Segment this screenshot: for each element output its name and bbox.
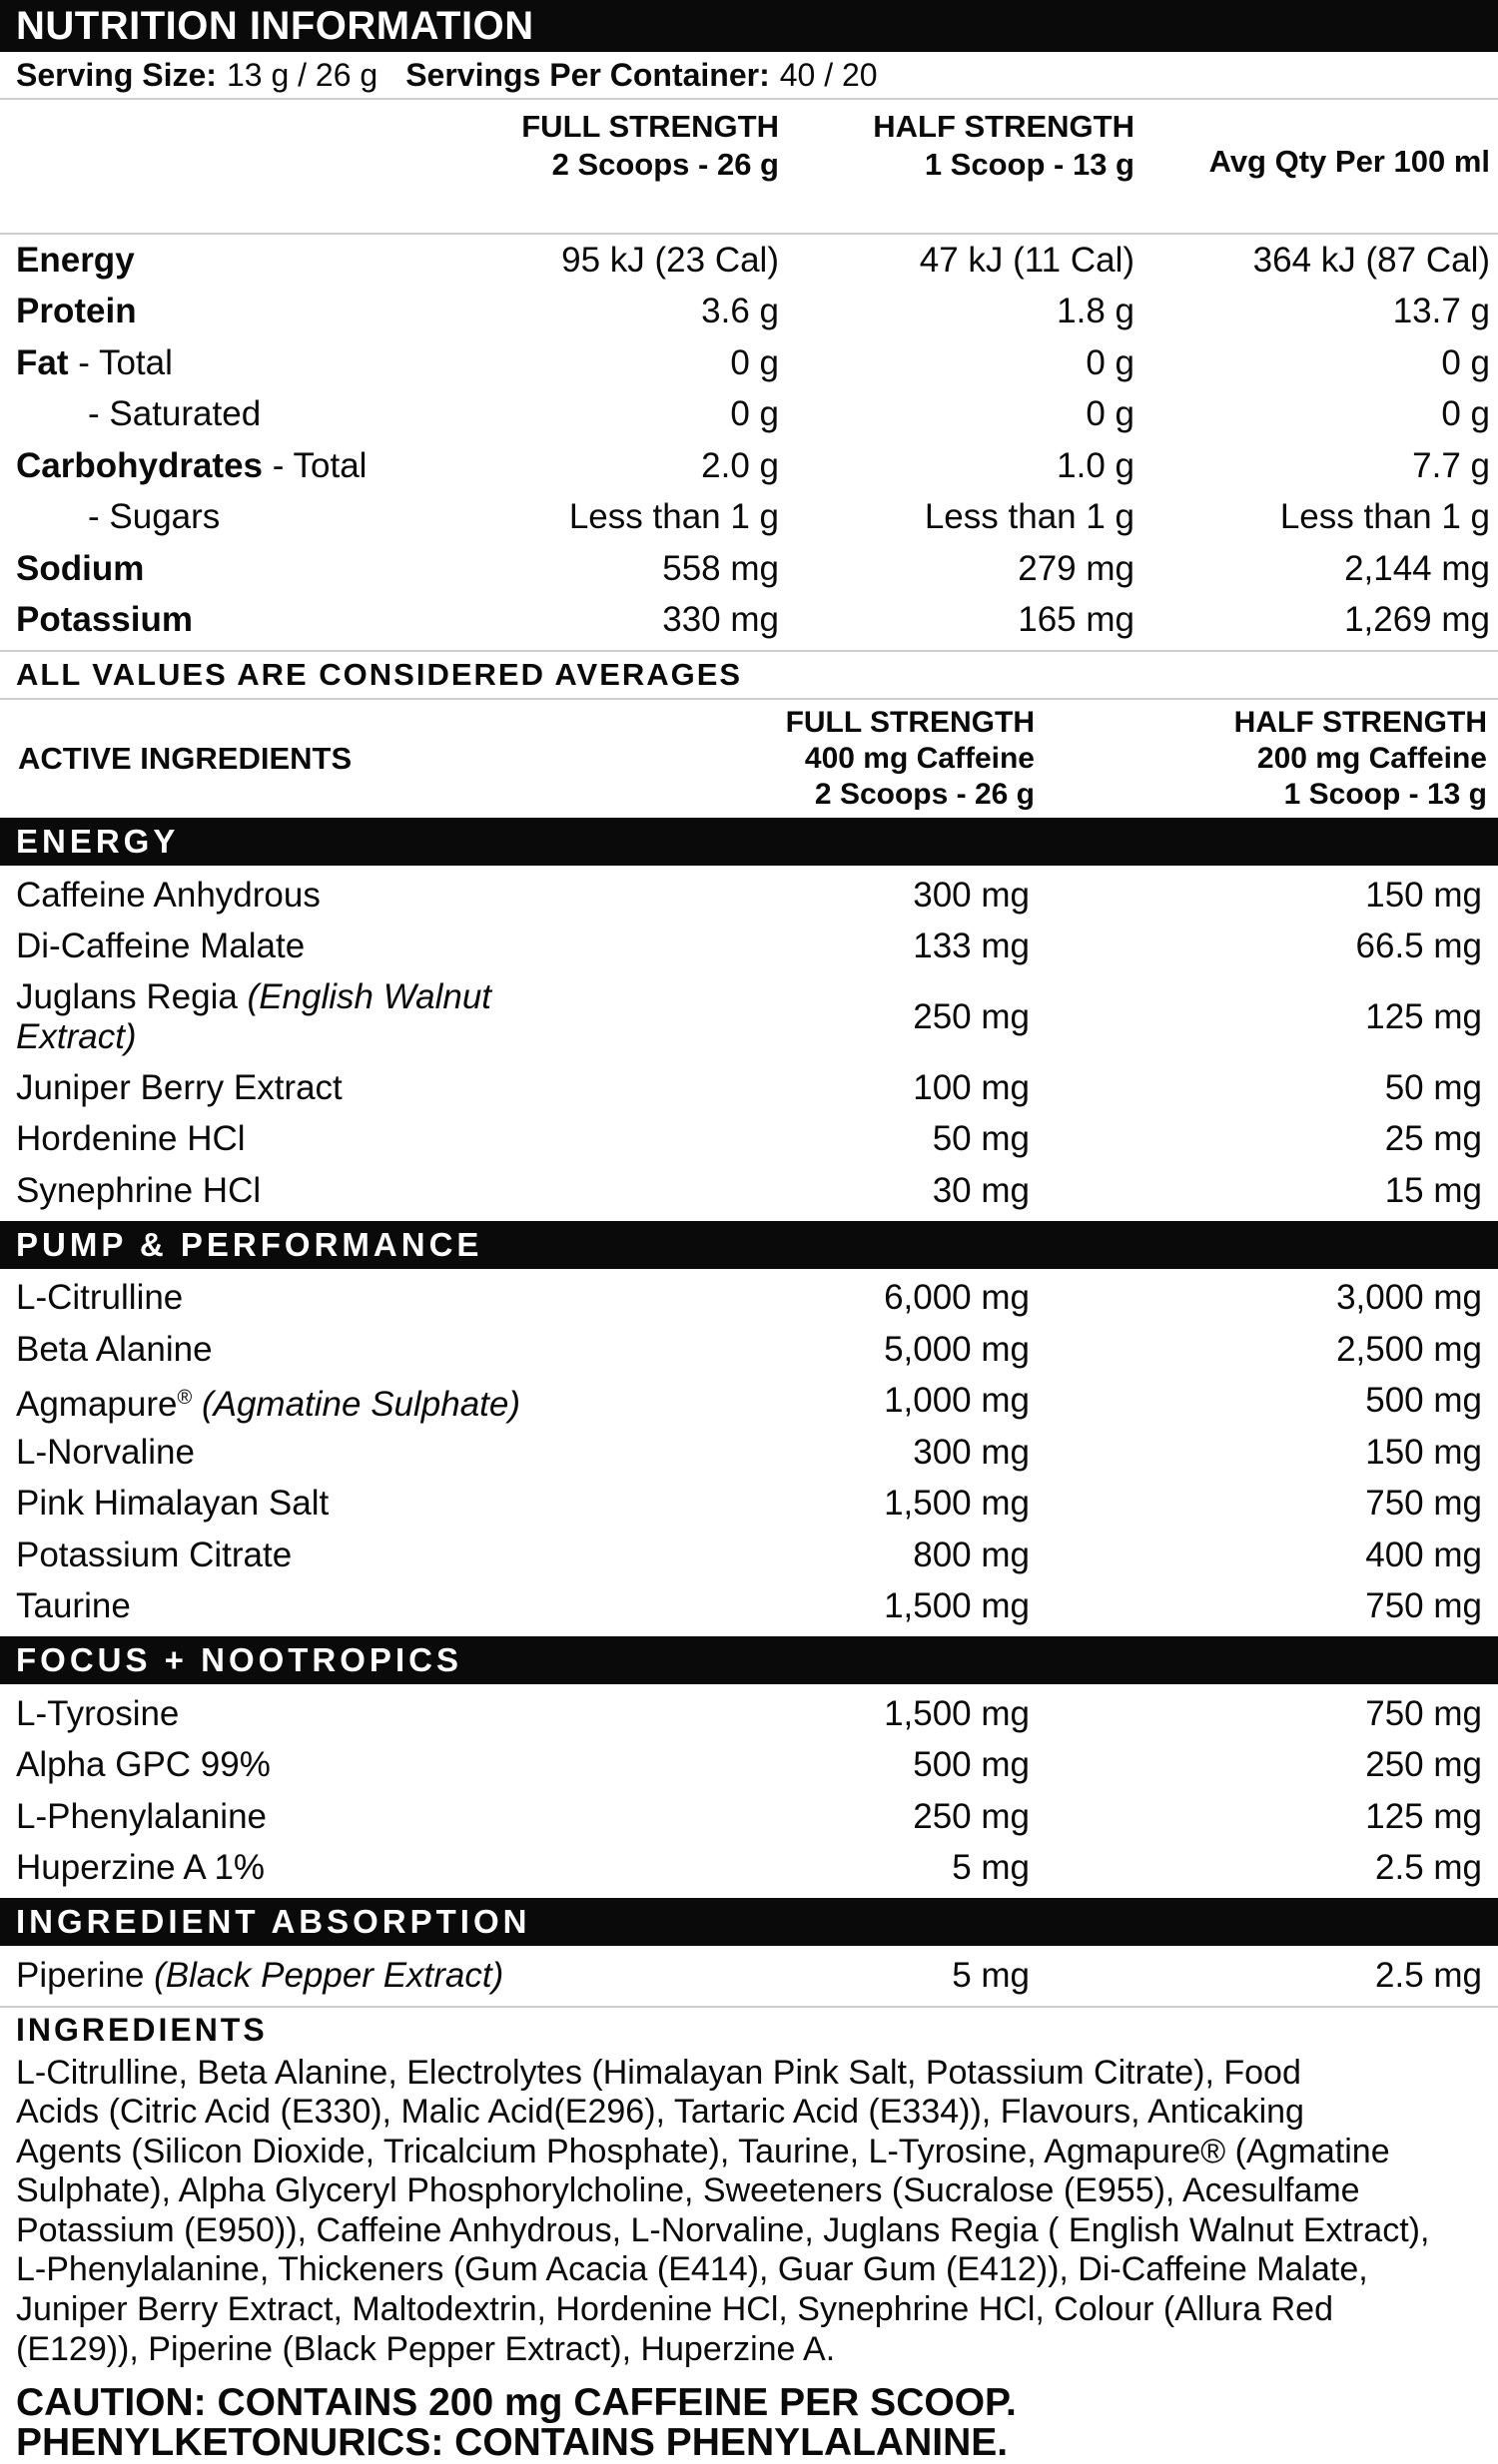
half-strength-header [779, 100, 1134, 233]
section-pump [0, 1269, 1498, 1637]
table-row: Huperzine A 1% 5 mg 2.5 mg [16, 1848, 1482, 1888]
section-absorption-title: INGREDIENT ABSORPTION [0, 1898, 1498, 1946]
table-row: L-Tyrosine 1,500 mg 750 mg [16, 1693, 1482, 1733]
full-strength-header [439, 100, 779, 233]
table-row: Hordenine HCl 50 mg 25 mg [16, 1119, 1482, 1159]
table-row: Energy 95 kJ (23 Cal) 47 kJ (11 Cal) 364 kJ (87 Cal) [16, 240, 1490, 280]
table-row: Protein 3.6 g 1.8 g 13.7 g [16, 292, 1490, 331]
table-row: Beta Alanine 5,000 mg 2,500 mg [16, 1329, 1482, 1369]
section-energy-title: ENERGY [0, 818, 1498, 866]
ingredients-title: INGREDIENTS [16, 2012, 268, 2048]
table-row: Taurine 1,500 mg 750 mg [16, 1586, 1482, 1626]
table-row: Di-Caffeine Malate 133 mg 66.5 mg [16, 926, 1482, 966]
avg-qty-header: Avg Qty Per 100 ml [1208, 143, 1490, 179]
serving-size-value: 13 g / 26 g [226, 56, 378, 93]
table-row: - Sugars Less than 1 g Less than 1 g Less than 1 g [88, 497, 1490, 537]
section-focus-title: FOCUS + NOOTROPICS [0, 1636, 1498, 1684]
table-row: Sodium 558 mg 279 mg 2,144 mg [16, 548, 1490, 588]
table-row: Juglans Regia (English Walnut Extract) 250 mg 125 mg [16, 977, 1482, 1056]
table-row: Caffeine Anhydrous 300 mg 150 mg [16, 875, 1482, 915]
table-row: L-Citrulline 6,000 mg 3,000 mg [16, 1278, 1482, 1318]
caution-warning [0, 2383, 1498, 2463]
table-row: Pink Himalayan Salt 1,500 mg 750 mg [16, 1484, 1482, 1524]
caution-phenylalanine: PHENYLKETONURICS: CONTAINS PHENYLALANINE. [16, 2421, 1009, 2464]
table-row: Juniper Berry Extract 100 mg 50 mg [16, 1067, 1482, 1107]
nutrition-table [0, 235, 1498, 652]
section-absorption [0, 1946, 1498, 2008]
table-row: Potassium Citrate 800 mg 400 mg [16, 1535, 1482, 1574]
caution-caffeine: CAUTION: CONTAINS 200 mg CAFFEINE PER SCOOP. [16, 2381, 1017, 2425]
half-strength-title: HALF STRENGTH [873, 109, 1134, 144]
active-ingredients-header [0, 700, 1498, 818]
servings-per-container-value: 40 / 20 [779, 56, 878, 93]
page-title: NUTRITION INFORMATION [0, 0, 1498, 52]
table-row: Synephrine HCl 30 mg 15 mg [16, 1170, 1482, 1210]
nutrition-header [0, 100, 1498, 235]
table-row: Agmapure® (Agmatine Sulphate) 1,000 mg 500 mg [16, 1381, 1482, 1424]
servings-per-container-label: Servings Per Container: [405, 56, 770, 93]
table-row: Piperine (Black Pepper Extract) 5 mg 2.5 mg [16, 1955, 1482, 1995]
table-row: Fat - Total 0 g 0 g 0 g [16, 342, 1490, 382]
section-energy [0, 866, 1498, 1221]
table-row: Carbohydrates - Total 2.0 g 1.0 g 7.7 g [16, 445, 1490, 485]
serving-size-label: Serving Size: [16, 56, 217, 93]
half-strength-serving: 1 Scoop - 13 g [924, 147, 1134, 182]
table-row: Potassium 330 mg 165 mg 1,269 mg [16, 600, 1490, 640]
active-half-strength-header: HALF STRENGTH 200 mg Caffeine 1 Scoop - 13 g [1233, 706, 1487, 811]
table-row: L-Phenylalanine 250 mg 125 mg [16, 1796, 1482, 1836]
section-focus [0, 1684, 1498, 1898]
ingredients-list: L-Citrulline, Beta Alanine, Electrolytes (Himalayan Pink Salt, Potassium Citrate), Food Acids (Citric Acid (E330), Malic Acid(E296), Tartaric Acid (E334)), Flavours, Anticaking Agents (Silicon Dioxide, Tricalcium Phosphate), Taurine, L-Tyrosine, Agmapure® (Agmatine Sulphate), Alpha Glyceryl Phosphorylcholine, Sweeteners (Sucralose (E955), Acesulfame Potassium (E950)), Caffeine Anhydrous, L-Norvaline, Juglans Regia ( English Walnut Extract), L-Phenylalanine, Thickeners (Gum Acacia (E414), Guar Gum (E412)), Di-Caffeine Malate, Juniper Berry Extract, Maltodextrin, Hordenine HCl, Synephrine HCl, Colour (Allura Red (E129)), Piperine (Black Pepper Extract), Huperzine A. [16, 2053, 1430, 2368]
active-ingredients-label: ACTIVE INGREDIENTS [18, 741, 353, 776]
table-row: Alpha GPC 99% 500 mg 250 mg [16, 1745, 1482, 1785]
averages-note: ALL VALUES ARE CONSIDERED AVERAGES [0, 652, 1498, 700]
section-pump-title: PUMP & PERFORMANCE [0, 1221, 1498, 1269]
table-row: L-Norvaline 300 mg 150 mg [16, 1432, 1482, 1472]
full-strength-serving: 2 Scoops - 26 g [551, 147, 779, 182]
active-full-strength-header: FULL STRENGTH 400 mg Caffeine 2 Scoops - 26 g [785, 706, 1035, 811]
serving-info [0, 52, 1498, 100]
table-row: - Saturated 0 g 0 g 0 g [88, 394, 1490, 434]
full-strength-title: FULL STRENGTH [521, 109, 779, 144]
